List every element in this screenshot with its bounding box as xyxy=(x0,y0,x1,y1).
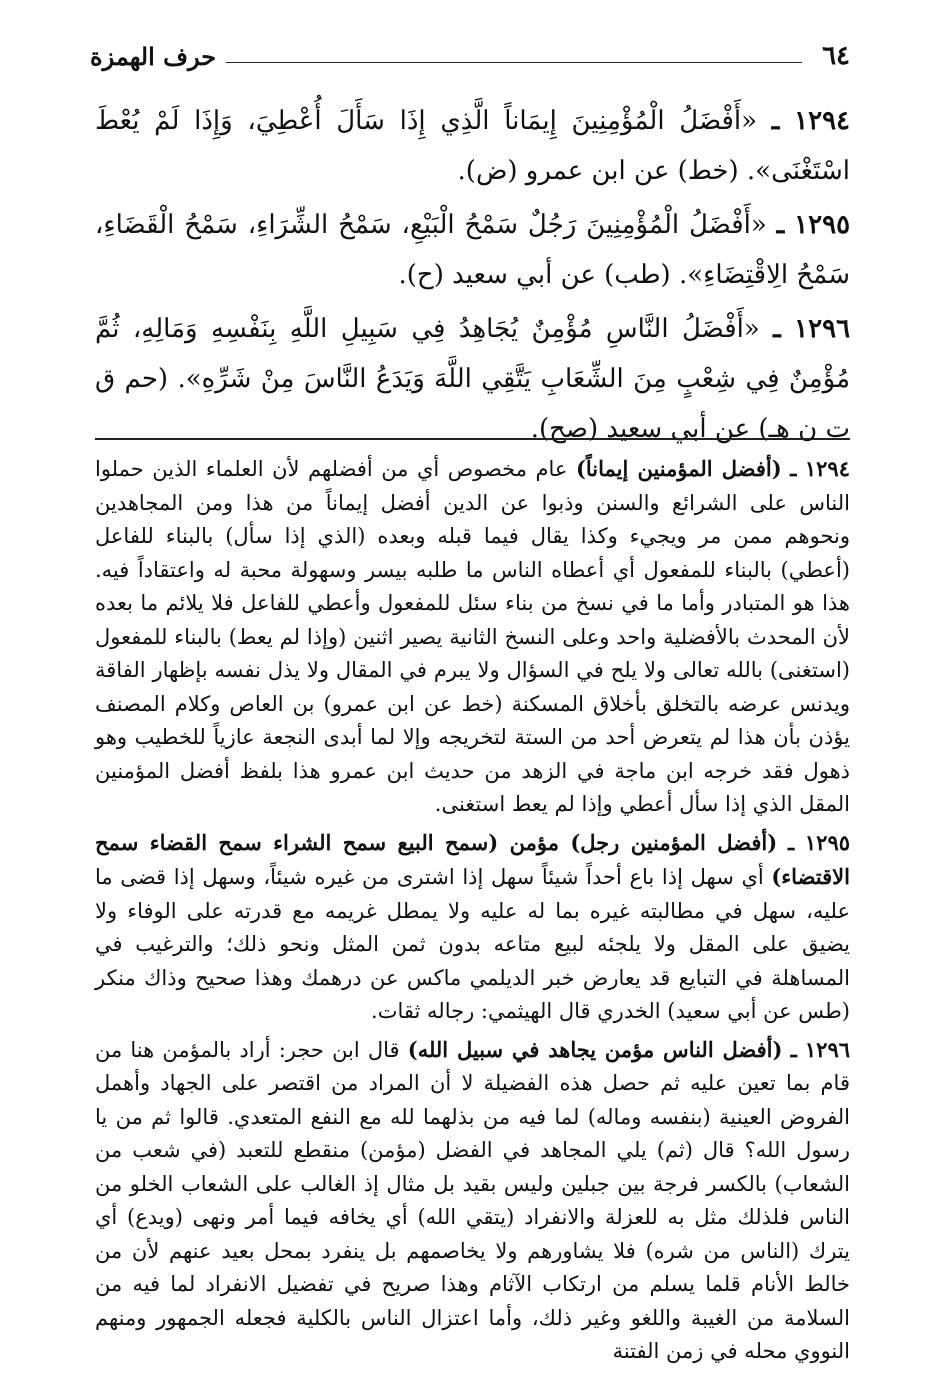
hadith-source: (طب) عن أبي سعيد (ح). xyxy=(398,260,671,290)
commentary-body: أي سهل إذا باع أحداً شيئاً سهل إذا اشترى من غيره شيئاً، وسهل إذا قضى ما عليه، سهل في مطالبته غيره بما له عليه ولا يمطل غريمه مع قدرته على الوفاء ولا يضيق على المقل ولا يلجئه لبيع متاعه بدون ثمن المثل ونحو ذلك؛ والترغيب في المساهلة في التبايع قد يعارض خبر الديلمي ماكس عن درهمك وهذا صحيح وذاك منكر (طس عن أبي سعيد) الخدري قال الهيثمي: رجاله ثقات. xyxy=(95,865,850,1023)
commentary-body: قال ابن حجر: أراد بالمؤمن هنا من قام بما تعين عليه ثم حصل هذه الفضيلة لا أن المراد من اقتصر على الجهاد وأهمل الفروض العينية (بنفسه وماله) لما فيه من بذلهما لله مع النفع المتعدي. قالوا ثم من يا رسول الله؟ قال (ثم) يلي المجاهد في الفضل (مؤمن) منقطع للتعبد (في شعب من الشعاب) بالكسر فرجة بين جبلين وليس بقيد بل مثال إذ الغالب على الشعاب الخلو من الناس فلذلك مثل به للعزلة والانفراد (يتقي الله) أي يخافه فيما أمر ونهى (ويدع) أي يترك (الناس من شره) فلا يشاورهم ولا يخاصمهم بل ينفرد بمحل بعيد عنهم لأن من خالط الأنام قلما يسلم من ارتكاب الآثام وهذا صريح في تفضيل الانفراد لما فيه من السلامة من الغيبة واللغو وغير ذلك، وأما اعتزال الناس بالكلية فجعله الجمهور ومنهم النووي محله في زمن الفتنة xyxy=(95,1037,850,1363)
hadith-dash: ـ xyxy=(773,314,781,344)
hadith-number: ١٢٩٤ xyxy=(794,106,851,136)
hadith-source: (خط) عن ابن عمرو (ض). xyxy=(457,156,739,186)
hadith-number: ١٢٩٦ xyxy=(794,314,851,344)
header-rule xyxy=(226,62,802,63)
commentary-lead: (أفضل المؤمنين رجل) مؤمن (سمح البيع سمح الشراء سمح القضاء سمح الاقتضاء) xyxy=(95,829,850,889)
commentary-number: ١٢٩٤ xyxy=(804,456,850,481)
hadith-entry-1296 xyxy=(95,304,850,454)
commentary-number: ١٢٩٦ xyxy=(804,1036,851,1062)
hadith-text: «أَفْضَلُ النَّاسِ مُؤْمِنٌ يُجَاهِدُ فِي سَبِيلِ اللَّهِ بِنَفْسِهِ وَمَالِهِ، ثُمَّ مُؤْمِنٌ فِي شِعْبٍ مِنَ الشِّعَابِ يَتَّقِي اللَّهَ وَيَدَعُ النَّاسَ مِنْ شَرِّهِ». xyxy=(95,314,850,394)
page-number: ٦٤ xyxy=(822,41,850,71)
running-title: حرف الهمزة xyxy=(90,41,217,71)
commentary-dash: ـ xyxy=(790,1036,797,1062)
section-divider xyxy=(95,438,850,440)
commentary-dash: ـ xyxy=(787,829,795,855)
hadith-entry-1295 xyxy=(95,200,850,300)
hadith-number: ١٢٩٥ xyxy=(794,210,851,240)
hadith-text: «أَفْضَلُ الْمُؤْمِنِينَ إِيمَاناً الَّذِي إِذَا سَأَلَ أُعْطِيَ، وَإِذَا لَمْ يُعْطَ اسْتَغْنَى». xyxy=(95,106,850,186)
commentary-lead: (أفضل الناس مؤمن يجاهد في سبيل الله) xyxy=(407,1036,783,1062)
commentary-lead: (أفضل المؤمنين إيماناً) xyxy=(575,456,782,481)
commentary-block xyxy=(95,452,850,1373)
commentary-entry-1294 xyxy=(95,452,850,822)
hadith-dash: ـ xyxy=(776,210,785,240)
hadith-text: «أَفْضَلُ الْمُؤْمِنِينَ رَجُلٌ سَمْحُ الْبَيْعِ، سَمْحُ الشِّرَاءِ، سَمْحُ الْقَضَاءِ، سَمْحُ الِاقْتِضَاءِ». xyxy=(95,210,850,290)
hadith-text-block xyxy=(95,96,850,458)
commentary-entry-1296 xyxy=(95,1033,850,1369)
page-header xyxy=(90,36,850,76)
commentary-entry-1295 xyxy=(95,826,850,1029)
hadith-source: (حم ق ت ن هـ) عن أبي سعيد (صح). xyxy=(95,364,850,444)
hadith-entry-1294 xyxy=(95,96,850,196)
commentary-number: ١٢٩٥ xyxy=(804,829,851,855)
commentary-dash: ـ xyxy=(790,456,797,481)
commentary-body: عام مخصوص أي من أفضلهم لأن العلماء الذين حملوا الناس على الشرائع والسنن وذبوا عن الدين أفضل إيماناً من هذا ومن المجاهدين ونحوهم ممن مر ويجيء وكذا يقال فيما قبله وبعده (الذي إذا سأل) بالبناء للفاعل (أعطي) بالبناء للمفعول أي أعطاه الناس ما طلبه بيسر وسهولة محبة له واعتقاداً فيه. هذا هو المتبادر وأما ما في نسخ من بناء سئل للمفعول وأعطي للفاعل فلا يلائم ما بعده لأن المحدث بالأفضلية واحد وعلى النسخ الثانية يصير اثنين (وإذا لم يعط) بالبناء للمفعول (استغنى) بالله تعالى ولا يلح في السؤال ولا يبرم في المقال ولا يذل نفسه بإظهار الفاقة ويدنس عرضه بالتخلق بأخلاق المسكنة (خط عن ابن عمرو) بن العاص وكلام المصنف يؤذن بأن هذا لم يتعرض أحد من الستة لتخريجه وإلا لما أبدى النجعة عازياً للخطيب وهو ذهول فقد خرجه ابن ماجة في الزهد من حديث ابن عمرو هذا بلفظ أفضل المؤمنين المقل الذي إذا سأل أعطي وإذا لم يعط استغنى. xyxy=(95,457,850,816)
hadith-dash: ـ xyxy=(771,106,780,136)
